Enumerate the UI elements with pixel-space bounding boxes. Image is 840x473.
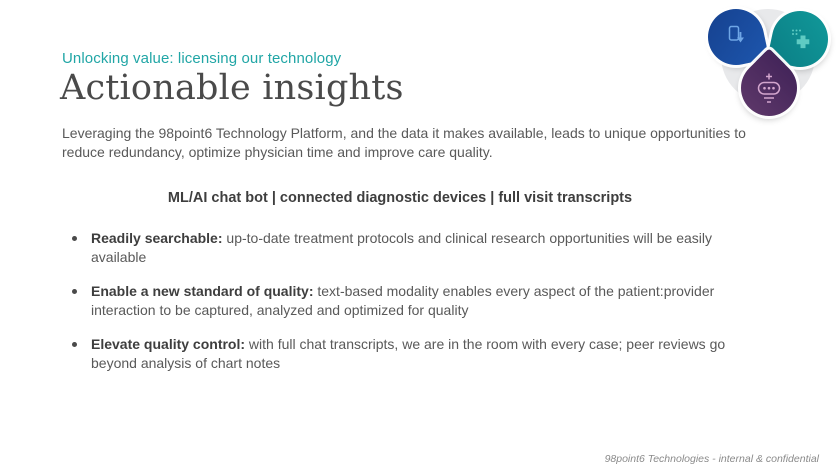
phone-arrow-icon bbox=[724, 24, 746, 46]
kicker: Unlocking value: licensing our technology bbox=[62, 50, 342, 67]
trefoil-logo bbox=[690, 0, 840, 130]
intro-text: Leveraging the 98point6 Technology Platform, and the data it makes available, leads to unique opportunities to reduce redundancy, optimize physician time and improve care quality. bbox=[62, 125, 746, 160]
footer-note: 98point6 Technologies - internal & confidential bbox=[604, 453, 819, 465]
page-title: Actionable insights bbox=[60, 68, 404, 108]
medical-cross-icon bbox=[787, 26, 813, 52]
bullet-rest: text-based modality enables every aspect of the patient:provider interaction to be captured, analyzed and optimized for quality bbox=[91, 283, 715, 318]
bullet-lead: Readily searchable: bbox=[91, 230, 223, 246]
bullet-item bbox=[72, 335, 744, 373]
bullet-item bbox=[72, 282, 744, 320]
bullet-text bbox=[91, 229, 743, 267]
bullet-dot bbox=[72, 289, 77, 294]
highlight-line: ML/AI chat bot | connected diagnostic devices | full visit transcripts bbox=[167, 190, 633, 206]
bullet-lead: Enable a new standard of quality: bbox=[91, 283, 314, 299]
bullet-rest: up-to-date treatment protocols and clinical research opportunities will be easily available bbox=[91, 230, 712, 265]
bullet-rest: with full chat transcripts, we are in the room with every case; peer reviews go beyond analysis of chart notes bbox=[91, 336, 726, 371]
bullet-text bbox=[91, 282, 743, 320]
bullet-dot bbox=[72, 236, 77, 241]
chat-bot-icon bbox=[754, 72, 784, 108]
bullet-list bbox=[72, 229, 744, 388]
bullet-item bbox=[72, 229, 744, 267]
bullet-dot bbox=[72, 342, 77, 347]
bullet-text bbox=[91, 335, 743, 373]
bullet-lead: Elevate quality control: bbox=[91, 336, 246, 352]
